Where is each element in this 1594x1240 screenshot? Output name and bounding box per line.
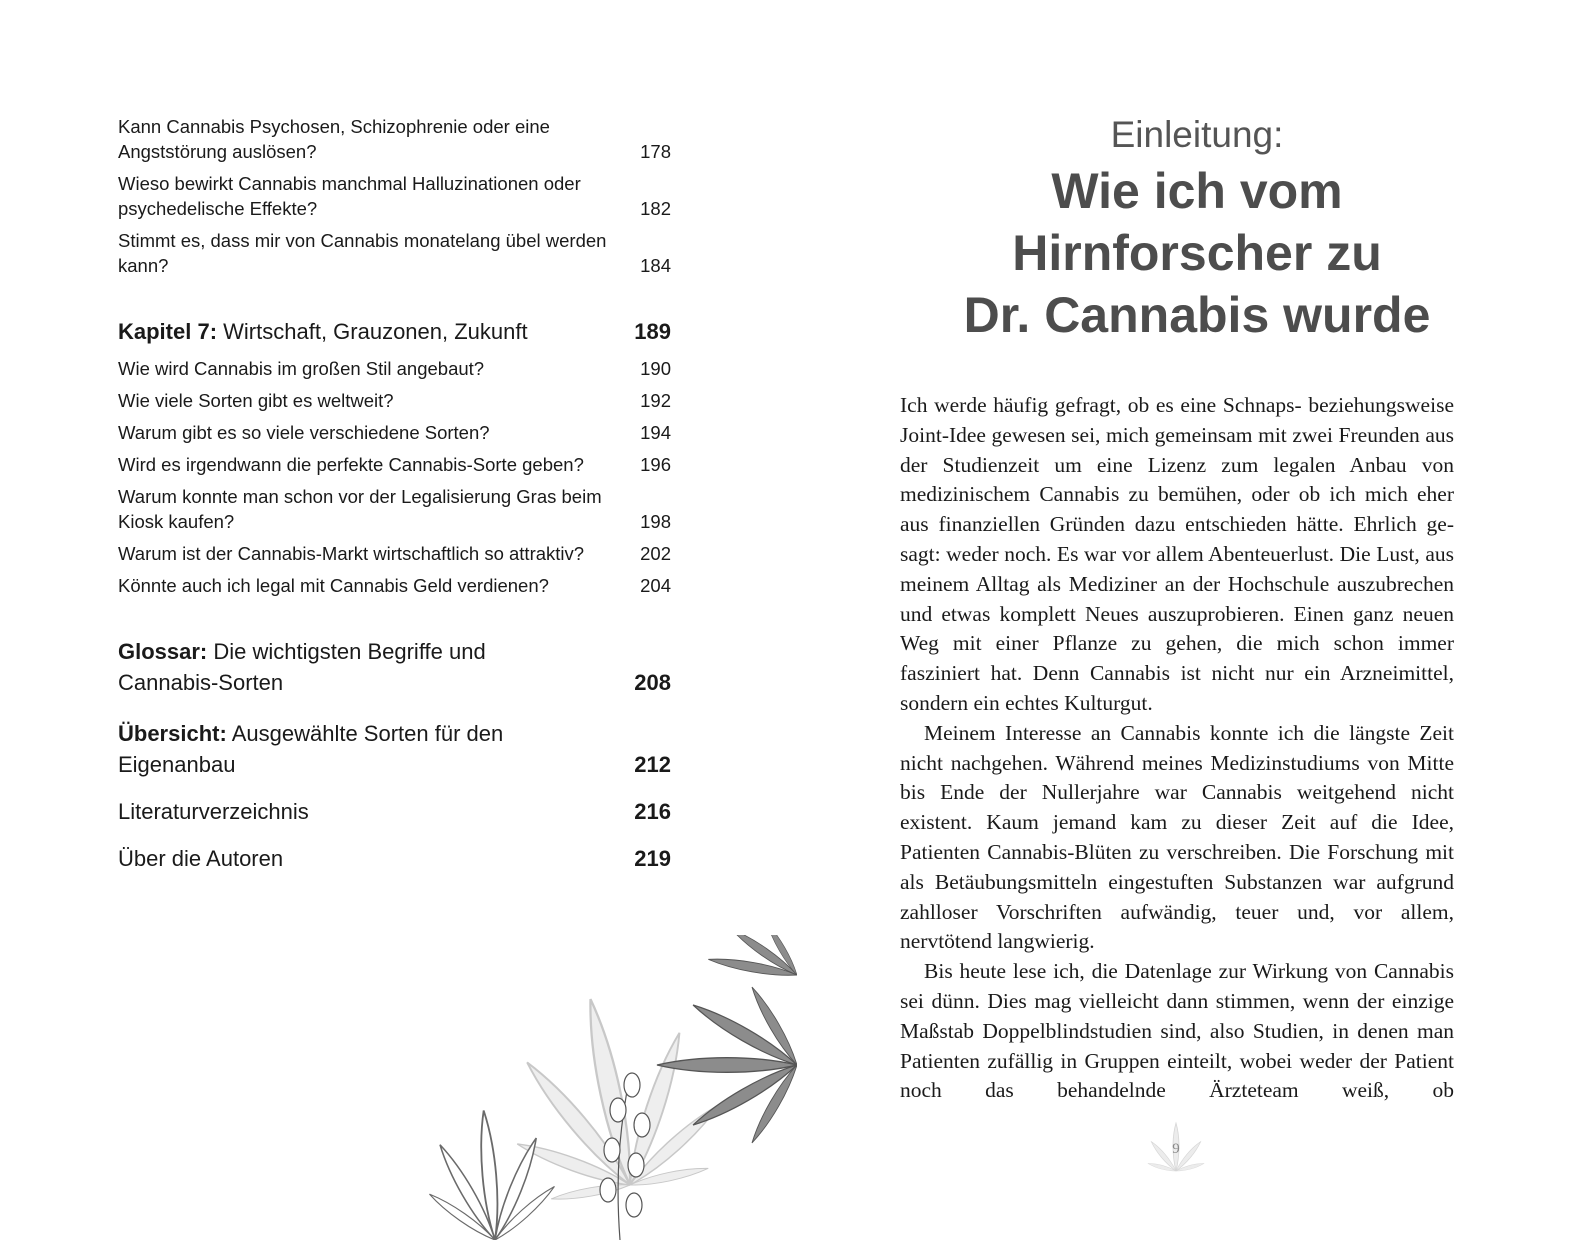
table-of-contents [118,114,671,883]
body-text [900,391,1454,1106]
toc-entry-page: 194 [640,422,671,443]
toc-glossar-page: 208 [634,670,671,695]
toc-entry-title: Warum gibt es so viele verschiedene Sorten? [118,422,490,443]
toc-entry-page: 204 [640,575,671,596]
toc-entry-title: Wieso bewirkt Cannabis manchmal Halluzinationen oder psychedelische Effekte? [118,173,581,219]
toc-uebersicht-title: Ausgewählte Sorten für den Eigenanbau [118,721,504,777]
toc-entry-page: 202 [640,543,671,564]
toc-entry[interactable] [118,228,671,278]
toc-entry-page: 184 [640,255,671,276]
toc-entry[interactable] [118,356,671,381]
toc-entry-page: 192 [640,390,671,411]
toc-entry[interactable] [118,420,671,445]
toc-entry-page: 178 [640,141,671,162]
toc-autoren-page: 219 [634,846,671,871]
toc-chapter-title: Wirtschaft, Grauzonen, Zukunft [223,319,528,344]
paragraph: Bis heute lese ich, die Datenlage zur Wirkung von Cannabis sei dünn. Dies mag vielleicht dann stimmen, wenn der einzige Maßstab Doppelblindstudien sind, also Studien, in denen man Patienten zufällig in Gruppen einteilt, wobei weder der Patient noch das behandelnde Ärzteteam weiß, ob [900,959,1454,1103]
chapter-title-line: Hirnforscher zu [1012,225,1382,281]
toc-glossar-label: Glossar: [118,639,208,664]
toc-entry-title: Kann Cannabis Psychosen, Schizophrenie oder eine Angststörung auslösen? [118,116,550,162]
toc-entry-title: Warum konnte man schon vor der Legalisierung Gras beim Kiosk kaufen? [118,486,602,532]
toc-autoren[interactable] [118,843,671,874]
toc-glossar-title: Die wichtigsten Begriffe und Cannabis-Sorten [118,639,486,695]
toc-entry[interactable] [118,171,671,221]
toc-chapter-page: 189 [634,319,671,344]
toc-entry-title: Wird es irgendwann die perfekte Cannabis-Sorte geben? [118,454,584,475]
toc-entry-title: Wie wird Cannabis im großen Stil angebaut? [118,358,485,379]
toc-entry[interactable] [118,388,671,413]
toc-entry-page: 196 [640,454,671,475]
cannabis-leaves-illustration [380,935,797,1240]
toc-autoren-title: Über die Autoren [118,846,284,871]
page-number-ornament [1144,1117,1208,1181]
toc-entry[interactable] [118,452,671,477]
toc-chapter-label: Kapitel 7: [118,319,218,344]
toc-entry[interactable] [118,114,671,164]
toc-literatur-title: Literaturverzeichnis [118,799,309,824]
toc-entry[interactable] [118,541,671,566]
toc-entry[interactable] [118,484,671,534]
toc-glossar[interactable] [118,636,671,698]
toc-literatur-page: 216 [634,799,671,824]
toc-literatur[interactable] [118,796,671,827]
toc-entry[interactable] [118,573,671,598]
paragraph: Meinem Interesse an Cannabis konnte ich die längste Zeit nicht nachgehen. Während meines Medizinstudiums von Mitte bis Ende der Nullerjahre war Cannabis weitgehend nicht existent. Kaum jemand kam zu dieser Zeit auf die Idee, Patienten Cannabis-Blüten zu verschreiben. Die Forschung mit als Betäubungsmitteln eingestuften Substanzen war aufgrund zahlloser Vorschriften aufwändig, teuer und, vor allem, nervtötend langwierig. [900,720,1454,954]
toc-chapter-7[interactable] [118,316,671,347]
paragraph: Ich werde häufig gefragt, ob es eine Schnaps- beziehungsweise Joint-Idee gewesen sei, mich gemeinsam mit zwei Freunden aus der Studienzeit um eine Lizenz zum legalen Anbau von medizinischem Cannabis zu bemühen, oder ob ich mich eher aus finanziellen Gründen dazu entschieden hätte. Ehrlich gesagt: weder noch. Es war vor allem Abenteuerlust. Die Lust, aus meinem Alltag als Mediziner an der Hochschule auszubrechen und etwas komplett Neues auszuprobieren. Einen ganz neuen Weg mit einer Pflanze zu gehen, die mich schon immer fasziniert hat. Denn Cannabis ist nicht nur ein Arzneimittel, sondern ein echtes Kulturgut. [900,393,1454,715]
chapter-title-line: Dr. Cannabis wurde [963,287,1431,343]
toc-uebersicht-label: Übersicht: [118,721,227,746]
toc-entry-title: Könnte auch ich legal mit Cannabis Geld verdienen? [118,575,549,596]
toc-entry-title: Wie viele Sorten gibt es weltweit? [118,390,394,411]
chapter-kicker: Einleitung: [1110,114,1284,155]
toc-entry-page: 198 [640,511,671,532]
toc-entry-title: Stimmt es, dass mir von Cannabis monatelang übel werden kann? [118,230,607,276]
chapter-title [897,160,1497,346]
toc-entry-page: 190 [640,358,671,379]
page-number: 9 [1172,1141,1180,1157]
right-page [797,0,1594,1240]
toc-uebersicht[interactable] [118,718,671,780]
toc-entry-page: 182 [640,198,671,219]
toc-entry-title: Warum ist der Cannabis-Markt wirtschaftlich so attraktiv? [118,543,585,564]
chapter-title-line: Wie ich vom [1051,163,1343,219]
toc-uebersicht-page: 212 [634,752,671,777]
